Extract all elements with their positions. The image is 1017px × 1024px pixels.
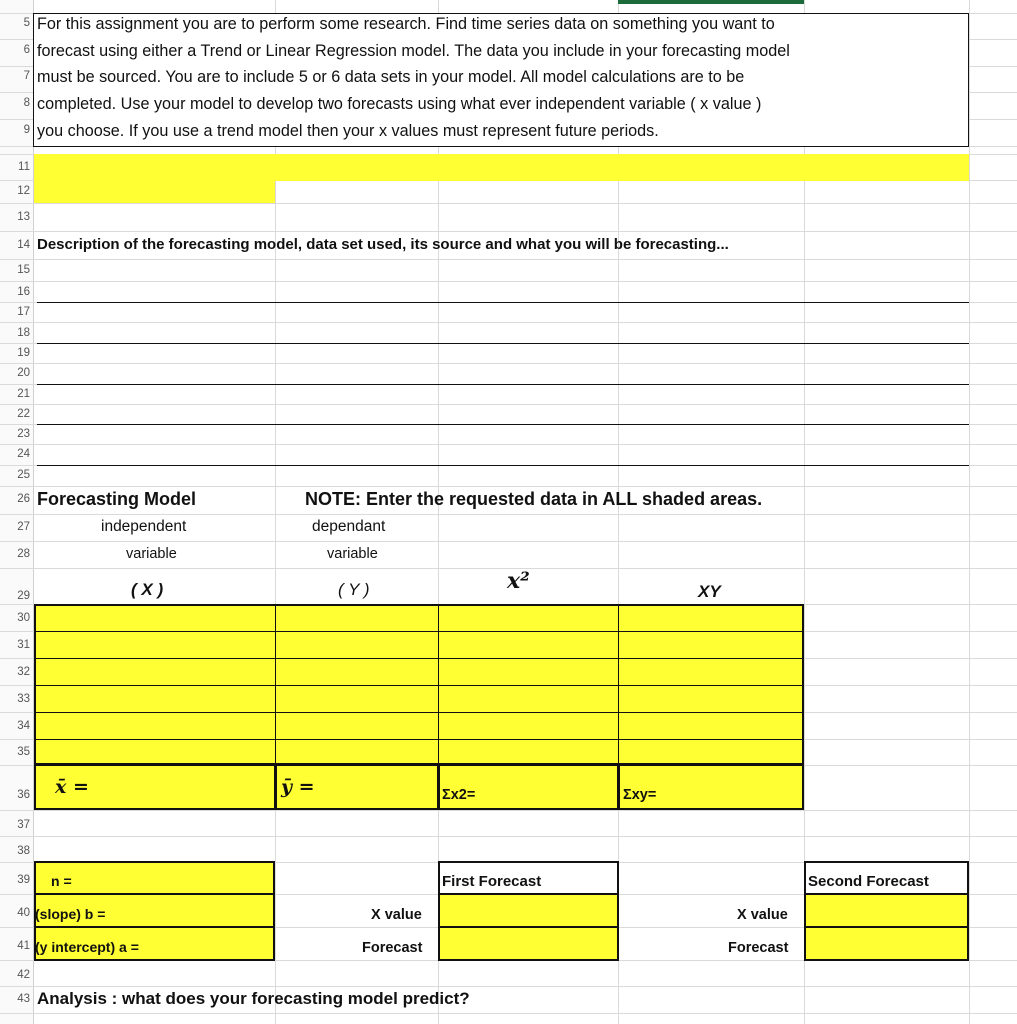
row-number[interactable]: 11 — [18, 161, 30, 173]
row-number[interactable]: 15 — [17, 264, 30, 276]
selected-cell-indicator — [618, 0, 804, 4]
independent-label: independent — [101, 518, 187, 535]
name-input-area-small[interactable] — [34, 181, 275, 203]
description-line[interactable] — [37, 384, 969, 385]
instruction-line: For this assignment you are to perform some research. Find time series data on something you want to — [37, 15, 775, 33]
instruction-line: completed. Use your model to develop two forecasts using what ever independent variable ( x value ) — [37, 95, 762, 113]
row-number[interactable]: 18 — [17, 327, 30, 339]
row-number[interactable]: 21 — [17, 388, 30, 400]
name-input-area[interactable] — [34, 154, 969, 181]
row-number[interactable]: 27 — [17, 521, 30, 533]
xbar-label: x̄ = — [55, 776, 89, 798]
row-number[interactable]: 16 — [17, 286, 30, 298]
row-number[interactable]: 13 — [17, 211, 30, 223]
row-number[interactable]: 9 — [23, 124, 30, 136]
description-line[interactable] — [37, 302, 969, 303]
ybar-label: ȳ = — [281, 776, 315, 798]
row-number[interactable]: 26 — [17, 493, 30, 505]
description-line[interactable] — [37, 465, 969, 466]
row-number[interactable]: 43 — [17, 993, 30, 1005]
sum-xy-label: Σxy= — [623, 787, 657, 803]
first-x-value-input[interactable] — [438, 893, 619, 928]
row-number[interactable]: 8 — [23, 97, 30, 109]
row-number[interactable]: 7 — [23, 70, 30, 82]
row-number[interactable]: 23 — [17, 428, 30, 440]
row-number[interactable]: 38 — [17, 845, 30, 857]
description-heading: Description of the forecasting model, data set used, its source and what you will be forecasting... — [37, 236, 729, 253]
header-y: ( Y ) — [338, 580, 370, 599]
description-line[interactable] — [37, 424, 969, 425]
row-number[interactable]: 32 — [17, 666, 30, 678]
intercept-label: (y intercept) a = — [35, 939, 139, 955]
variable-label-x: variable — [126, 546, 177, 562]
row-number[interactable]: 25 — [17, 469, 30, 481]
row-number[interactable]: 31 — [17, 639, 30, 651]
row-number[interactable]: 5 — [23, 17, 30, 29]
row-number[interactable]: 39 — [17, 874, 30, 886]
row-number[interactable]: 41 — [17, 940, 30, 952]
row-number[interactable]: 20 — [17, 367, 30, 379]
row-number[interactable]: 34 — [17, 720, 30, 732]
model-title: Forecasting Model — [37, 489, 197, 509]
row-number[interactable]: 29 — [17, 590, 30, 602]
slope-label: (slope) b = — [35, 906, 106, 922]
instruction-line: must be sourced. You are to include 5 or 6 data sets in your model. All model calculations are to be — [37, 68, 745, 86]
row-number[interactable]: 35 — [17, 746, 30, 758]
row-number[interactable]: 40 — [17, 907, 30, 919]
instruction-line: forecast using either a Trend or Linear Regression model. The data you include in your forecasting model — [37, 42, 790, 60]
row-number[interactable]: 22 — [17, 408, 30, 420]
first-forecast-title: First Forecast — [442, 873, 542, 890]
first-forecast-output[interactable] — [438, 926, 619, 961]
description-line[interactable] — [37, 343, 969, 344]
row-number[interactable]: 42 — [17, 969, 30, 981]
second-x-value-label: X value — [737, 907, 788, 923]
second-x-value-input[interactable] — [804, 893, 969, 928]
header-xy: XY — [698, 582, 721, 601]
variable-label-y: variable — [327, 546, 378, 562]
row-number[interactable]: 37 — [17, 819, 30, 831]
row-number[interactable]: 17 — [17, 306, 30, 318]
first-forecast-label: Forecast — [362, 940, 423, 956]
row-number[interactable]: 24 — [17, 448, 30, 460]
first-x-value-label: X value — [371, 907, 422, 923]
row-number[interactable]: 6 — [23, 44, 30, 56]
row-number[interactable]: 14 — [17, 239, 30, 251]
analysis-heading: Analysis : what does your forecasting model predict? — [37, 989, 470, 1008]
second-forecast-output[interactable] — [804, 926, 969, 961]
instruction-line: you choose. If you use a trend model then your x values must represent future periods. — [37, 122, 659, 140]
second-forecast-title: Second Forecast — [808, 873, 929, 890]
header-x: ( X ) — [131, 580, 164, 599]
second-forecast-label: Forecast — [728, 940, 789, 956]
row-number[interactable]: 12 — [17, 185, 30, 197]
row-number[interactable]: 19 — [17, 347, 30, 359]
row-number[interactable]: 36 — [17, 789, 30, 801]
row-number[interactable]: 28 — [17, 548, 30, 560]
n-label: n = — [51, 873, 72, 889]
sum-x2-label: Σx2= — [442, 787, 476, 803]
row-number[interactable]: 30 — [17, 612, 30, 624]
row-number[interactable]: 33 — [17, 693, 30, 705]
dependent-label: dependant — [312, 518, 386, 535]
note-text: NOTE: Enter the requested data in ALL shaded areas. — [305, 489, 763, 509]
header-x-squared: x² — [507, 568, 530, 594]
